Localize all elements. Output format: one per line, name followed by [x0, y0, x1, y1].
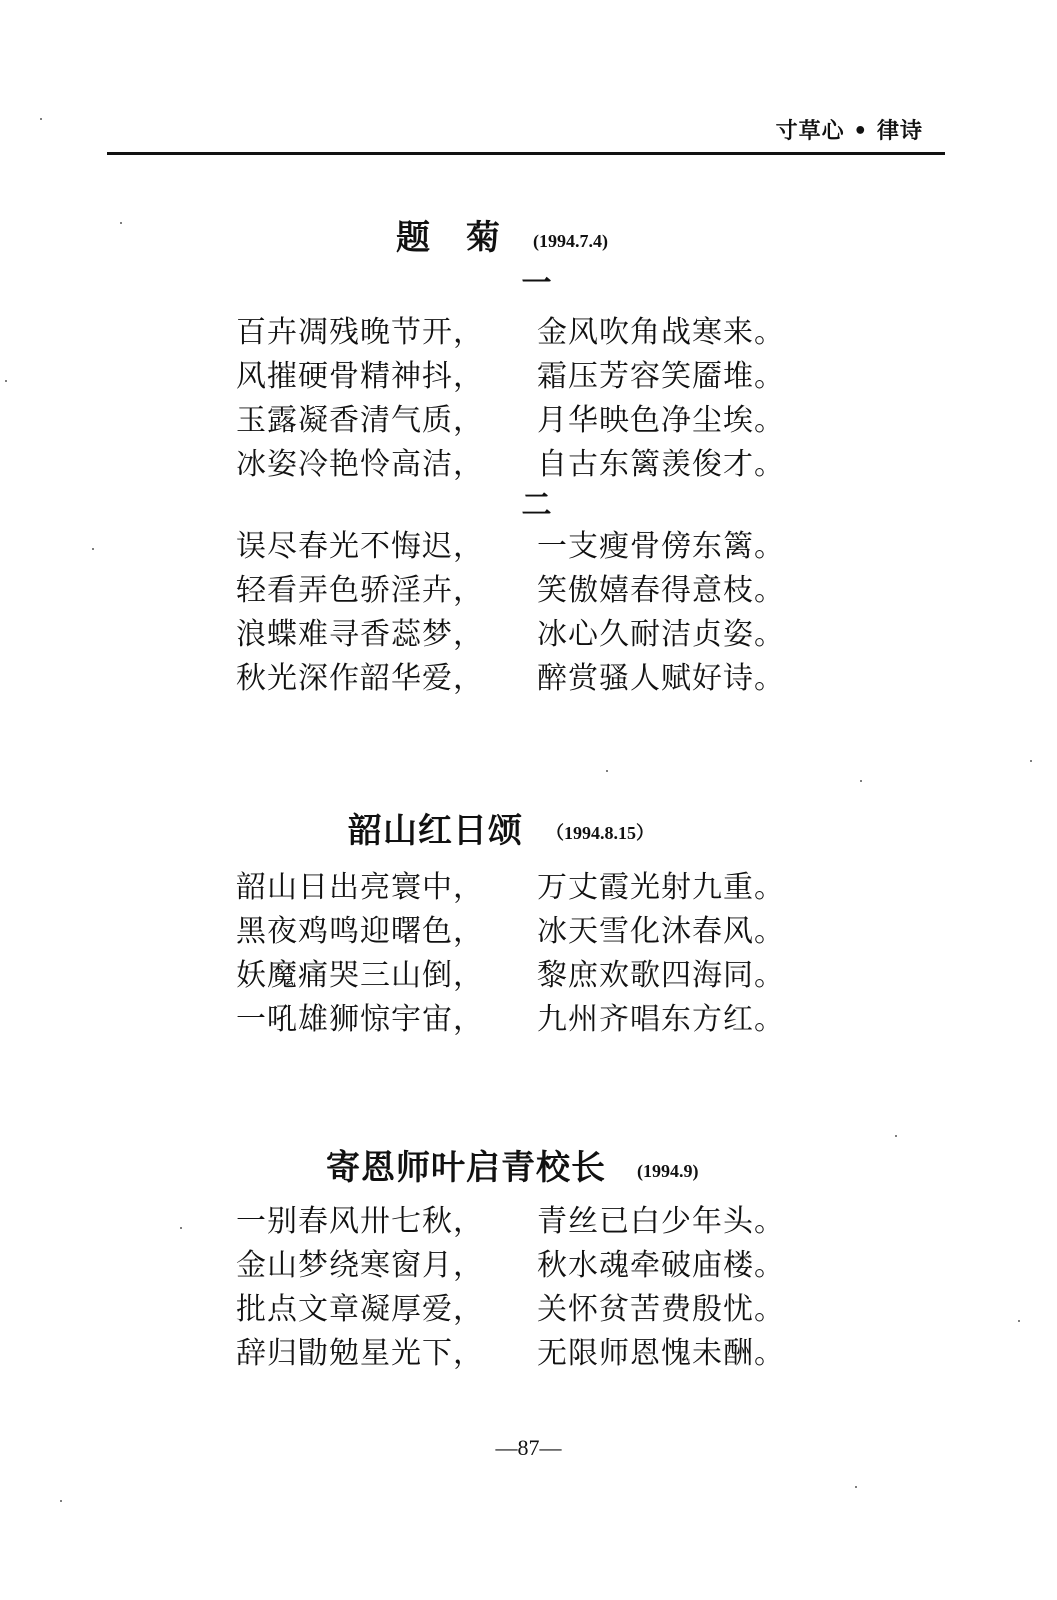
verse-line [0, 866, 1057, 910]
verse-left: 浪蝶难寻香蕊梦， [236, 617, 484, 652]
verse-right: 关怀贫苦费殷忧。 [537, 1292, 785, 1327]
verse-right: 无限师恩愧未酬。 [537, 1336, 785, 1371]
verse-line [0, 399, 1057, 443]
verse-right: 黎庶欢歌四海同。 [537, 958, 785, 993]
header-rule [107, 152, 945, 155]
poem-shaoshan [0, 803, 1057, 849]
section-numeral-1: 一 [521, 266, 552, 301]
verse-left: 风摧硬骨精神抖， [236, 359, 484, 394]
verse-right: 自古东篱羡俊才。 [537, 447, 785, 482]
verse-left: 秋光深作韶华爱， [236, 661, 484, 696]
verse-line [0, 443, 1057, 487]
verse-line [0, 355, 1057, 399]
verse-right: 万丈霞光射九重。 [537, 870, 785, 905]
verse-right: 笑傲嬉春得意枝。 [537, 573, 785, 608]
stanza [0, 1200, 1057, 1376]
verse-right: 霜压芳容笑靥堆。 [537, 359, 785, 394]
scan-speck [92, 548, 94, 550]
poem-title-row [0, 210, 1057, 256]
scan-speck [120, 222, 122, 224]
verse-left: 辞归勖勉星光下， [236, 1336, 484, 1371]
scan-speck [606, 770, 608, 772]
scan-speck [860, 780, 862, 782]
scan-speck [180, 1227, 182, 1229]
verse-right: 冰心久耐洁贞姿。 [537, 617, 785, 652]
verse-left: 百卉凋残晚节开， [236, 315, 484, 350]
poem-title: 题 菊 [396, 218, 501, 258]
verse-left: 韶山日出亮寰中， [236, 870, 484, 905]
verse-line [0, 1244, 1057, 1288]
poem-date: （1994.8.15） [546, 823, 654, 843]
verse-right: 金风吹角战寒来。 [537, 315, 785, 350]
verse-line [0, 1288, 1057, 1332]
poem-title: 寄恩师叶启青校长 [326, 1148, 606, 1188]
running-header: 寸草心 • 律诗 [775, 119, 923, 144]
verse-left: 一别春风卅七秋， [236, 1204, 484, 1239]
verse-line [0, 613, 1057, 657]
scan-speck [1030, 760, 1032, 762]
verse-right: 九州齐唱东方红。 [537, 1002, 785, 1037]
verse-line [0, 311, 1057, 355]
verse-line [0, 910, 1057, 954]
section-numeral-2: 二 [521, 488, 552, 523]
poem-title-row [0, 803, 1057, 849]
verse-right: 冰天雪化沐春风。 [537, 914, 785, 949]
stanza [0, 311, 1057, 487]
verse-left: 批点文章凝厚爱， [236, 1292, 484, 1327]
verse-left: 冰姿冷艳怜高洁， [236, 447, 484, 482]
verse-left: 一吼雄狮惊宇宙， [236, 1002, 484, 1037]
verse-right: 一支瘦骨傍东篱。 [537, 529, 785, 564]
poem-date: (1994.7.4) [533, 231, 608, 251]
verse-line [0, 1332, 1057, 1376]
stanza [0, 525, 1057, 701]
scan-speck [60, 1500, 62, 1502]
verse-right: 青丝已白少年头。 [537, 1204, 785, 1239]
scan-speck [855, 1486, 857, 1488]
verse-left: 金山梦绕寒窗月， [236, 1248, 484, 1283]
verse-line [0, 525, 1057, 569]
scan-speck [5, 380, 7, 382]
scan-speck [1018, 1320, 1020, 1322]
verse-line [0, 569, 1057, 613]
verse-right: 月华映色净尘埃。 [537, 403, 785, 438]
stanza [0, 866, 1057, 1042]
scan-speck [895, 1135, 897, 1137]
verse-line [0, 1200, 1057, 1244]
verse-left: 黑夜鸡鸣迎曙色， [236, 914, 484, 949]
poem-ji-en-shi [0, 1140, 1057, 1186]
verse-left: 误尽春光不悔迟， [236, 529, 484, 564]
verse-line [0, 657, 1057, 701]
verse-line [0, 998, 1057, 1042]
verse-right: 秋水魂牵破庙楼。 [537, 1248, 785, 1283]
verse-left: 轻看弄色骄淫卉， [236, 573, 484, 608]
poem-title-row [0, 1140, 1057, 1186]
verse-left: 妖魔痛哭三山倒， [236, 958, 484, 993]
scan-speck [40, 118, 42, 120]
poem-ti-ju [0, 210, 1057, 256]
page-number: —87— [495, 1435, 562, 1460]
verse-right: 醉赏骚人赋好诗。 [537, 661, 785, 696]
poem-date: (1994.9) [637, 1161, 699, 1181]
verse-line [0, 954, 1057, 998]
poem-title: 韶山红日颂 [348, 811, 523, 851]
verse-left: 玉露凝香清气质， [236, 403, 484, 438]
